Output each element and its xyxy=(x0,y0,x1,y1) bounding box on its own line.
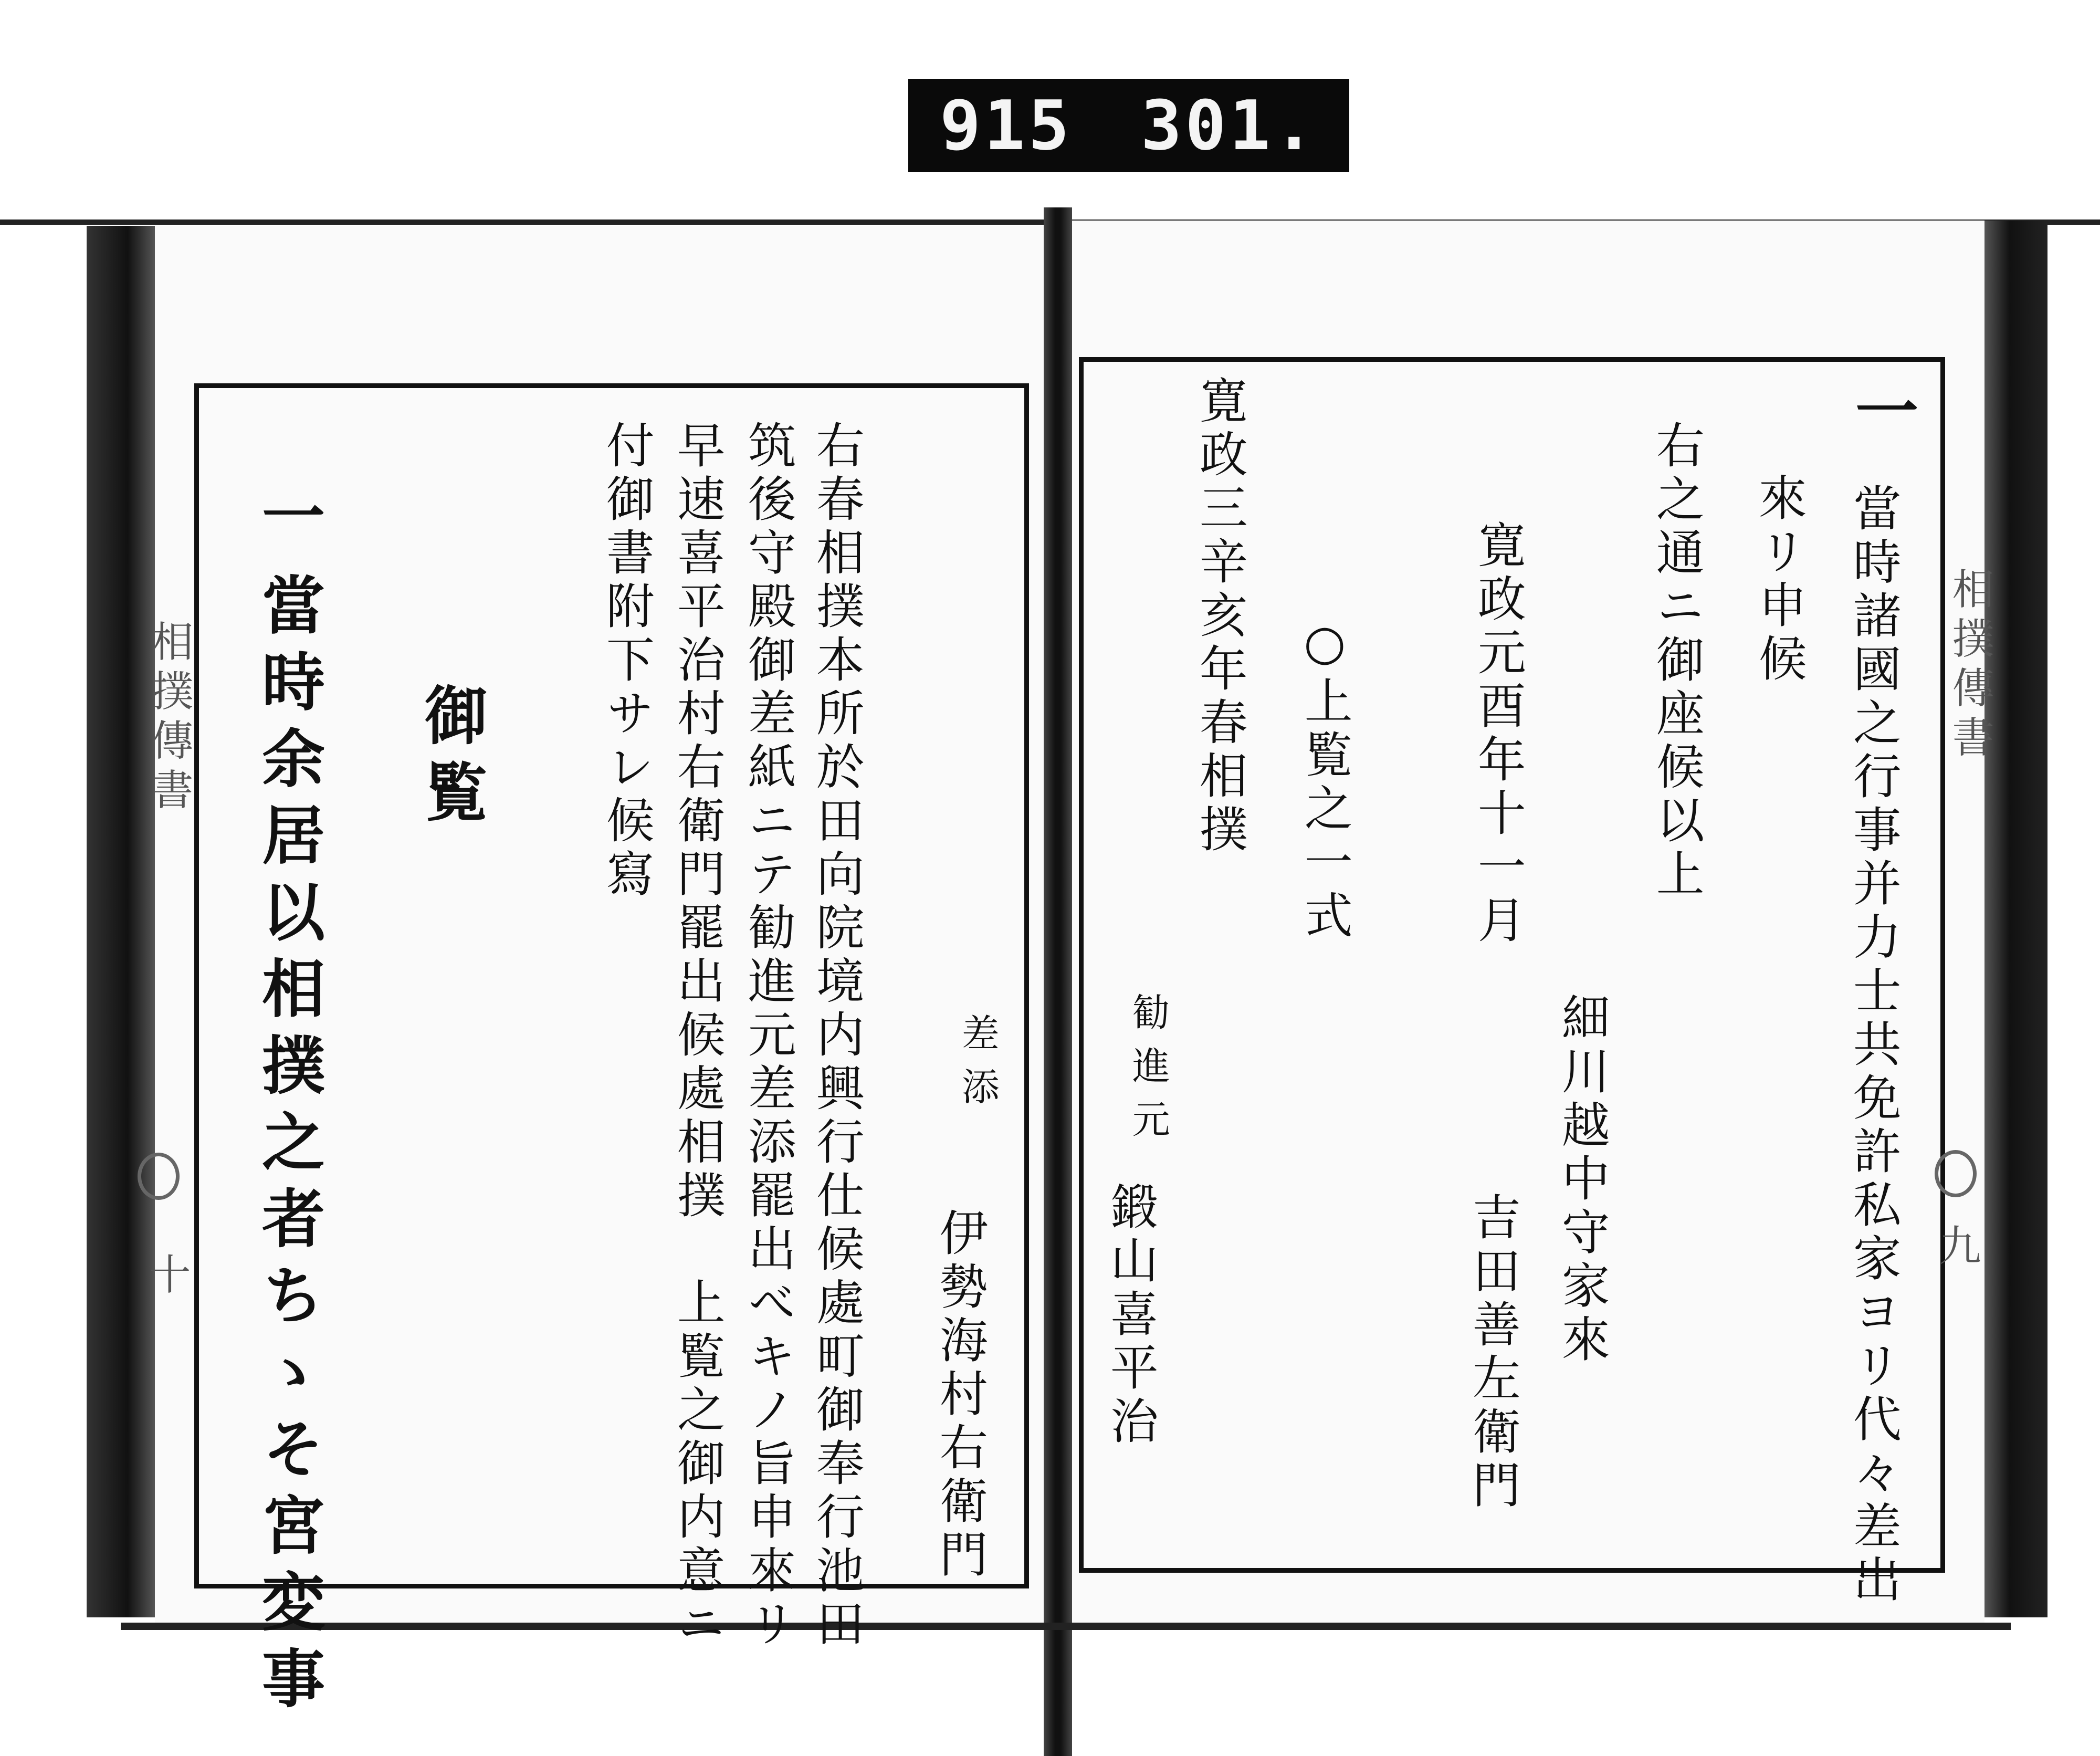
book-gutter xyxy=(1044,207,1072,1756)
right-margin-circle xyxy=(1935,1150,1977,1197)
right-column-6: 寛政三辛亥年春相撲 xyxy=(1191,375,1248,858)
right-kanjin-name: 鍛山喜平治 xyxy=(1102,1182,1159,1449)
right-item-mark: 一 xyxy=(1845,378,1919,455)
left-body-column-1: 右春相撲本所於田向院境内興行仕候處町御奉行池田 xyxy=(808,420,865,1652)
archive-label xyxy=(908,79,1349,172)
left-book-edge xyxy=(87,226,155,1617)
bottom-edge xyxy=(121,1623,2011,1630)
left-body-column-2: 筑後守殿御差紙ニテ勧進元差添罷出べキノ旨申來リ xyxy=(740,420,796,1652)
left-attendant-title: 差添 xyxy=(955,1013,1000,1121)
right-column-3: 右之通ニ御座候以上 xyxy=(1648,420,1705,902)
right-margin-title: 相撲傳書 xyxy=(1945,567,1994,765)
right-column-1: 當時諸國之行事并力士共免許私家ヨリ代々差出 xyxy=(1845,483,1902,1608)
left-margin-circle xyxy=(138,1153,180,1200)
right-signatory-2: 吉田善左衛門 xyxy=(1464,1192,1521,1513)
right-margin-mark: 九 xyxy=(1932,1224,1981,1273)
archive-label-left: 915 xyxy=(940,86,1073,165)
left-margin-title: 相撲傳書 xyxy=(144,620,193,817)
left-heading: 御覧 xyxy=(414,683,488,836)
right-kanjin-title: 勧進元 xyxy=(1126,992,1170,1153)
right-column-4: 寛政元酉年十一月 xyxy=(1469,520,1526,948)
left-item-mark: 一 xyxy=(251,483,326,560)
archive-label-right: 301. xyxy=(1140,86,1318,165)
left-body-column-4: 付御書附下サレ候寫 xyxy=(598,420,655,902)
right-column-2: 來リ申候 xyxy=(1750,473,1807,687)
right-book-edge xyxy=(1984,221,2048,1617)
left-attendant-name: 伊勢海村右衛門 xyxy=(931,1208,988,1583)
right-signatory-1: 細川越中守家來 xyxy=(1553,992,1610,1367)
left-body-column-3: 早速喜平治村右衛門罷出候處相撲 上覧之御内意ニ xyxy=(669,420,726,1652)
left-margin-mark: 十 xyxy=(142,1252,191,1302)
left-handwritten-line: 當時余居以相撲之者ちゝそ宮変事 xyxy=(251,572,326,1722)
right-column-5: ○上覧之一式 xyxy=(1296,614,1353,944)
